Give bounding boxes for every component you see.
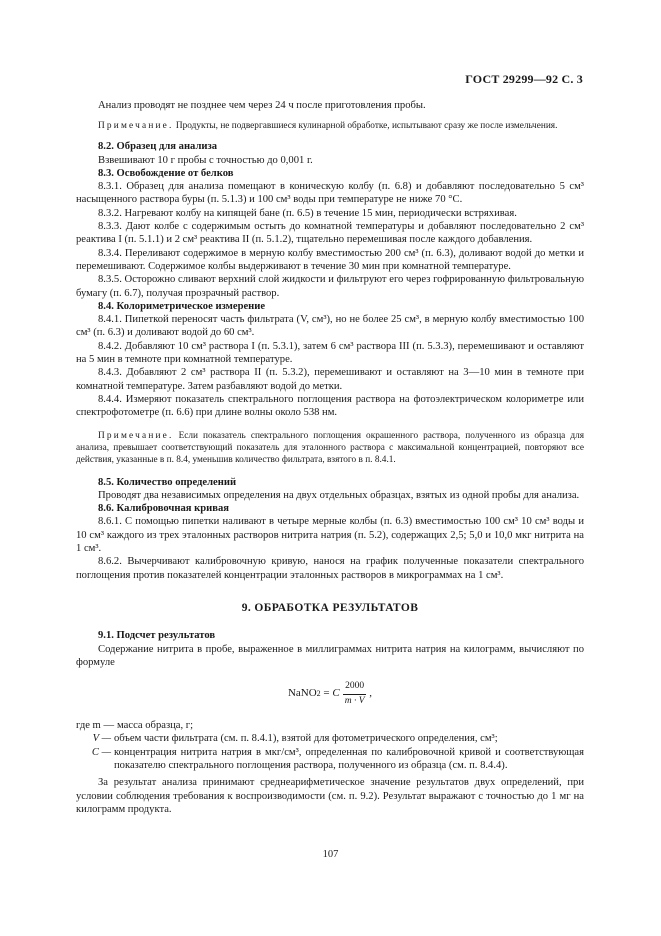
- paragraph-8-4-3: 8.4.3. Добавляют 2 см³ раствора II (п. 5.3.2), перемешивают и оставляют на 3—10 мин в темноте при комнатной температуре. Затем разбавляют водой до метки.: [76, 367, 584, 392]
- legend-symbol: C —: [91, 746, 111, 758]
- paragraph-8-5: Проводят два независимых определения на двух отдельных образцах, взятых из одной пробы для анализа.: [98, 489, 580, 501]
- formula-equals: =: [320, 687, 333, 700]
- legend-symbol: где m —: [76, 720, 115, 732]
- paragraph-8-6-2: 8.6.2. Вычерчивают калибровочную кривую, нанося на график полученные показатели спектрального поглощения против показателей концентрации эталонных растворов в микрограммах на 1 см³.: [76, 556, 584, 581]
- paragraph-8-3-3: 8.3.3. Дают колбе с содержимым остыть до комнатной температуры и добавляют последовательно 2 см³ реактива I (п. 5.1.1) и 2 см³ реактива II (п. 5.1.2), тщательно перемешивая после каждого добавления.: [76, 221, 584, 246]
- intro-paragraph: Анализ проводят не позднее чем через 24 ч после приготовления пробы.: [98, 100, 426, 111]
- formula-fraction: [343, 680, 367, 708]
- final-paragraph: За результат анализа принимают среднеарифметическое значение результатов двух определений, при условии соблюдения требования к воспроизводимости (см. п. 9.2). Результат выражают с точностью до 1 мг на килограмм продукта.: [76, 777, 584, 815]
- paragraph-8-3-2: 8.3.2. Нагревают колбу на кипящей бане (п. 6.5) в течение 15 мин, периодически встряхивая.: [98, 207, 517, 219]
- section-9-title: 9. ОБРАБОТКА РЕЗУЛЬТАТОВ: [241, 601, 419, 614]
- paragraph-8-4-4: 8.4.4. Измеряют показатель спектрального поглощения раствора на фотоэлектрическом колориметре или спектрофотометре (п. 6.6) при длине волны около 538 нм.: [76, 393, 584, 419]
- note-label: Примечание.: [98, 430, 174, 441]
- legend-row: [76, 746, 584, 773]
- heading-8-2: 8.2. Образец для анализа: [98, 141, 218, 153]
- note-text: Продукты, не подвергавшиеся кулинарной обработке, испытывают сразу же после измельчения.: [173, 121, 558, 132]
- legend-text: концентрация нитрита натрия в мкг/см³, определенная по калибровочной кривой и соответствующая показателю спектрального поглощения раствора, полученного из образца (см. п. 8.4.4).: [114, 746, 584, 771]
- paragraph-8-3-4: 8.3.4. Переливают содержимое в мерную колбу вместимостью 200 см³ (п. 6.3), доливают водой до метки и перемешивают. Содержимое колбы выдерживают в течение 30 мин при комнатной температуре.: [76, 247, 584, 272]
- heading-9-1: 9.1. Подсчет результатов: [98, 630, 216, 642]
- heading-8-4: 8.4. Колориметрическое измерение: [98, 300, 266, 312]
- document-body: [76, 99, 584, 816]
- running-header: ГОСТ 29299—92 С. 3: [465, 72, 583, 86]
- note-label: Примечание.: [98, 121, 174, 132]
- heading-8-5: 8.5. Количество определений: [98, 476, 237, 488]
- paragraph-8-2: Взвешивают 10 г пробы с точностью до 0,001 г.: [98, 154, 313, 166]
- paragraph-8-3-1: 8.3.1. Образец для анализа помещают в коническую колбу (п. 6.8) и добавляют последовательно 5 см³ насыщенного раствора буры (п. 5.1.3) и 100 см³ воды при температуре не ниже 70 °С.: [76, 181, 584, 206]
- formula-denominator: m · V: [344, 695, 365, 706]
- paragraph-8-4-2: 8.4.2. Добавляют 10 см³ раствора I (п. 5.3.1), затем 6 см³ раствора III (п. 5.3.3), перемешивают и оставляют на 5 мин в темноте при комнатной температуре.: [76, 340, 584, 366]
- heading-8-3: 8.3. Освобождение от белков: [98, 167, 234, 179]
- paragraph-8-6-1: 8.6.1. С помощью пипетки наливают в четыре мерные колбы (п. 6.3) вместимостью 100 см³ 10 см³ воды и 10 см³ каждого из трех эталонных растворов нитрита натрия (п. 5.2), содержащих 2,5; 5,0 и 10,0 мкг нитрита на 1 см³.: [76, 516, 584, 555]
- paragraph-8-3-5: 8.3.5. Осторожно сливают верхний слой жидкости и фильтруют его через гофрированную фильтровальную бумагу (п. 6.7), получая прозрачный раствор.: [76, 274, 584, 299]
- note-2: [76, 430, 584, 466]
- legend-text: масса образца, г;: [117, 720, 194, 732]
- paragraph-8-4-1: 8.4.1. Пипеткой переносят часть фильтрата (V, см³), но не более 25 см³, в мерную колбу вместимостью 100 см³ (п. 6.3) и доливают водой до 60 см³.: [76, 314, 584, 339]
- formula-coefficient: C: [332, 687, 340, 700]
- formula-tail: ,: [366, 687, 373, 700]
- formula-numerator: 2000: [343, 680, 366, 694]
- legend-row: [76, 732, 584, 745]
- legend-text: объем части фильтрата (см. п. 8.4.1), взятой для фотометрического определения, см³;: [114, 733, 498, 745]
- formula-lhs: NaNO: [287, 687, 317, 700]
- formula: [76, 679, 584, 709]
- paragraph-9-1: Содержание нитрита в пробе, выраженное в миллиграммах нитрита натрия на килограмм, вычисляют по формуле: [76, 643, 584, 668]
- heading-8-6: 8.6. Калибровочная кривая: [98, 503, 230, 515]
- note-1: [76, 120, 584, 132]
- formula-subscript: 2: [316, 689, 321, 699]
- legend-symbol: V —: [92, 733, 111, 745]
- formula-legend: [76, 719, 584, 772]
- note-text: Если показатель спектрального поглощения окрашенного раствора, полученного из образца для анализа, превышает соответствующий показатель для эталонного раствора с максимальной концентрацией, повторяют все действия, указанные в п. 8.4, уменьшив количество фильтрата, взятого в п. 8.4.1.: [76, 430, 584, 465]
- page-number: 107: [322, 849, 339, 860]
- legend-row: [54, 719, 584, 732]
